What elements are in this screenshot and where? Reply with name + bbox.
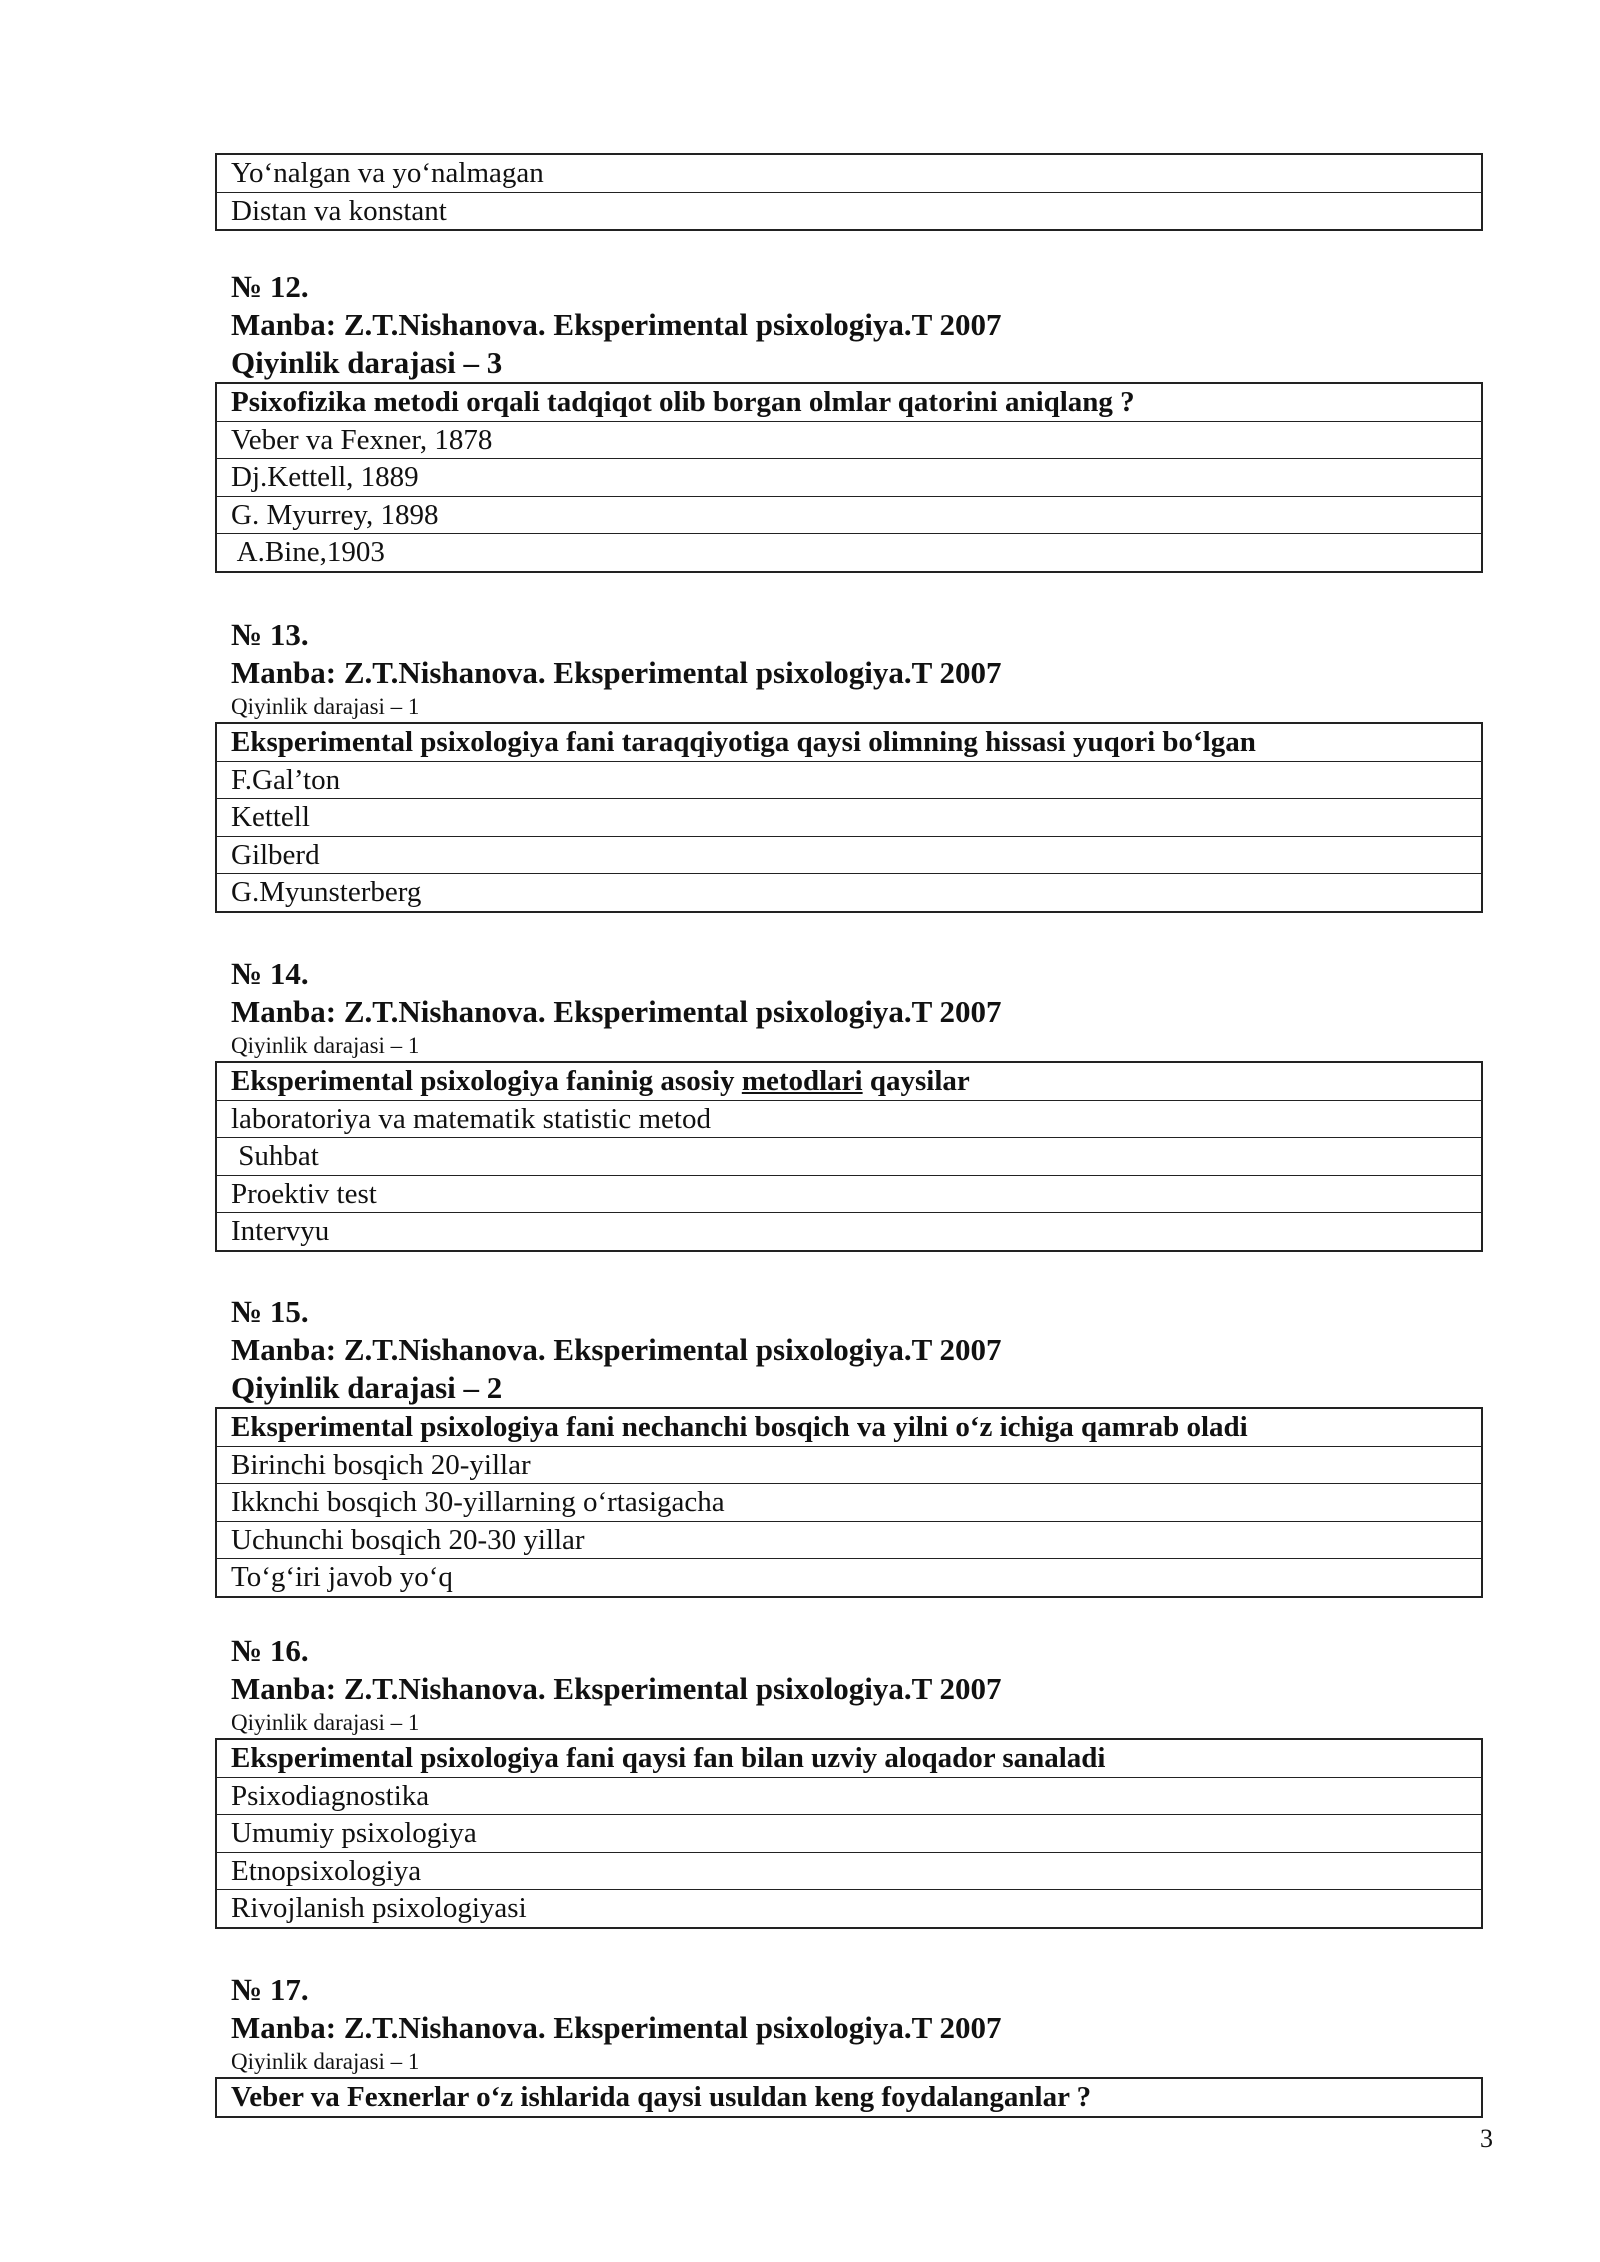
answer-option: G.Myunsterberg	[216, 874, 1482, 912]
question-table	[215, 2077, 1483, 2118]
question-number: № 16.	[231, 1633, 309, 1668]
question-source: Manba: Z.T.Nishanova. Eksperimental psixologiya.T 2007	[231, 994, 1002, 1029]
question-number: № 15.	[231, 1294, 309, 1329]
question-number: № 17.	[231, 1972, 309, 2007]
answer-option: Birinchi bosqich 20-yillar	[216, 1446, 1482, 1484]
question-table	[215, 722, 1483, 913]
question-text: Eksperimental psixologiya fani qaysi fan bilan uzviy aloqador sanaladi	[216, 1739, 1482, 1777]
answer-option: A.Bine,1903	[216, 534, 1482, 572]
answer-option: Dj.Kettell, 1889	[216, 459, 1482, 497]
question-text-underlined: metodlari	[741, 1065, 863, 1098]
answer-option: F.Gal’ton	[216, 761, 1482, 799]
answer-option: Uchunchi bosqich 20-30 yillar	[216, 1521, 1482, 1559]
question-11-options	[215, 153, 1483, 231]
question-source: Manba: Z.T.Nishanova. Eksperimental psixologiya.T 2007	[231, 1332, 1002, 1367]
question-text: Eksperimental psixologiya fani nechanchi bosqich va yilni o‘z ichiga qamrab oladi	[216, 1408, 1482, 1446]
question-12	[215, 268, 1483, 573]
difficulty-level: Qiyinlik darajasi – 1	[231, 1710, 420, 1735]
question-text-start: Eksperimental psixologiya faninig asosiy	[231, 1065, 742, 1098]
question-source: Manba: Z.T.Nishanova. Eksperimental psixologiya.T 2007	[231, 2010, 1002, 2045]
question-table	[215, 1738, 1483, 1929]
answer-option: Etnopsixologiya	[216, 1852, 1482, 1890]
answer-option: Gilberd	[216, 836, 1482, 874]
question-text: Psixofizika metodi orqali tadqiqot olib borgan olmlar qatorini aniqlang ?	[216, 383, 1482, 421]
question-text: Veber va Fexnerlar o‘z ishlarida qaysi usuldan keng foydalanganlar ?	[216, 2078, 1482, 2117]
question-text: Eksperimental psixologiya fani taraqqiyotiga qaysi olimning hissasi yuqori bo‘lgan	[216, 723, 1482, 761]
difficulty-level: Qiyinlik darajasi – 1	[231, 2049, 420, 2074]
answer-option: G. Myurrey, 1898	[216, 496, 1482, 534]
answer-option: Intervyu	[216, 1213, 1482, 1251]
answer-option: Yo‘nalgan va yo‘nalmagan	[216, 154, 1482, 192]
question-source: Manba: Z.T.Nishanova. Eksperimental psixologiya.T 2007	[231, 307, 1002, 342]
answer-option: Psixodiagnostika	[216, 1777, 1482, 1815]
answer-option: To‘g‘iri javob yo‘q	[216, 1559, 1482, 1597]
question-table	[215, 1061, 1483, 1252]
answer-option: laboratoriya va matematik statistic metod	[216, 1100, 1482, 1138]
question-number: № 13.	[231, 617, 309, 652]
options-table	[215, 153, 1483, 231]
answer-option: Ikknchi bosqich 30-yillarning o‘rtasigacha	[216, 1484, 1482, 1522]
question-15	[215, 1293, 1483, 1598]
question-17	[215, 1971, 1483, 2118]
answer-option: Suhbat	[216, 1138, 1482, 1176]
question-13	[215, 616, 1483, 913]
question-text-end: qaysilar	[862, 1065, 970, 1098]
difficulty-level: Qiyinlik darajasi – 3	[231, 345, 503, 380]
difficulty-level: Qiyinlik darajasi – 2	[231, 1370, 503, 1405]
answer-option: Kettell	[216, 799, 1482, 837]
question-14	[215, 955, 1483, 1252]
question-16	[215, 1632, 1483, 1929]
page-number: 3	[1480, 2124, 1493, 2153]
answer-option: Proektiv test	[216, 1175, 1482, 1213]
question-table	[215, 382, 1483, 573]
difficulty-level: Qiyinlik darajasi – 1	[231, 694, 420, 719]
question-text	[216, 1062, 1482, 1100]
question-number: № 14.	[231, 956, 309, 991]
answer-option: Veber va Fexner, 1878	[216, 421, 1482, 459]
question-source: Manba: Z.T.Nishanova. Eksperimental psixologiya.T 2007	[231, 1671, 1002, 1706]
answer-option: Umumiy psixologiya	[216, 1815, 1482, 1853]
answer-option: Distan va konstant	[216, 192, 1482, 230]
question-source: Manba: Z.T.Nishanova. Eksperimental psixologiya.T 2007	[231, 655, 1002, 690]
question-number: № 12.	[231, 269, 309, 304]
answer-option: Rivojlanish psixologiyasi	[216, 1890, 1482, 1928]
question-table	[215, 1407, 1483, 1598]
difficulty-level: Qiyinlik darajasi – 1	[231, 1033, 420, 1058]
